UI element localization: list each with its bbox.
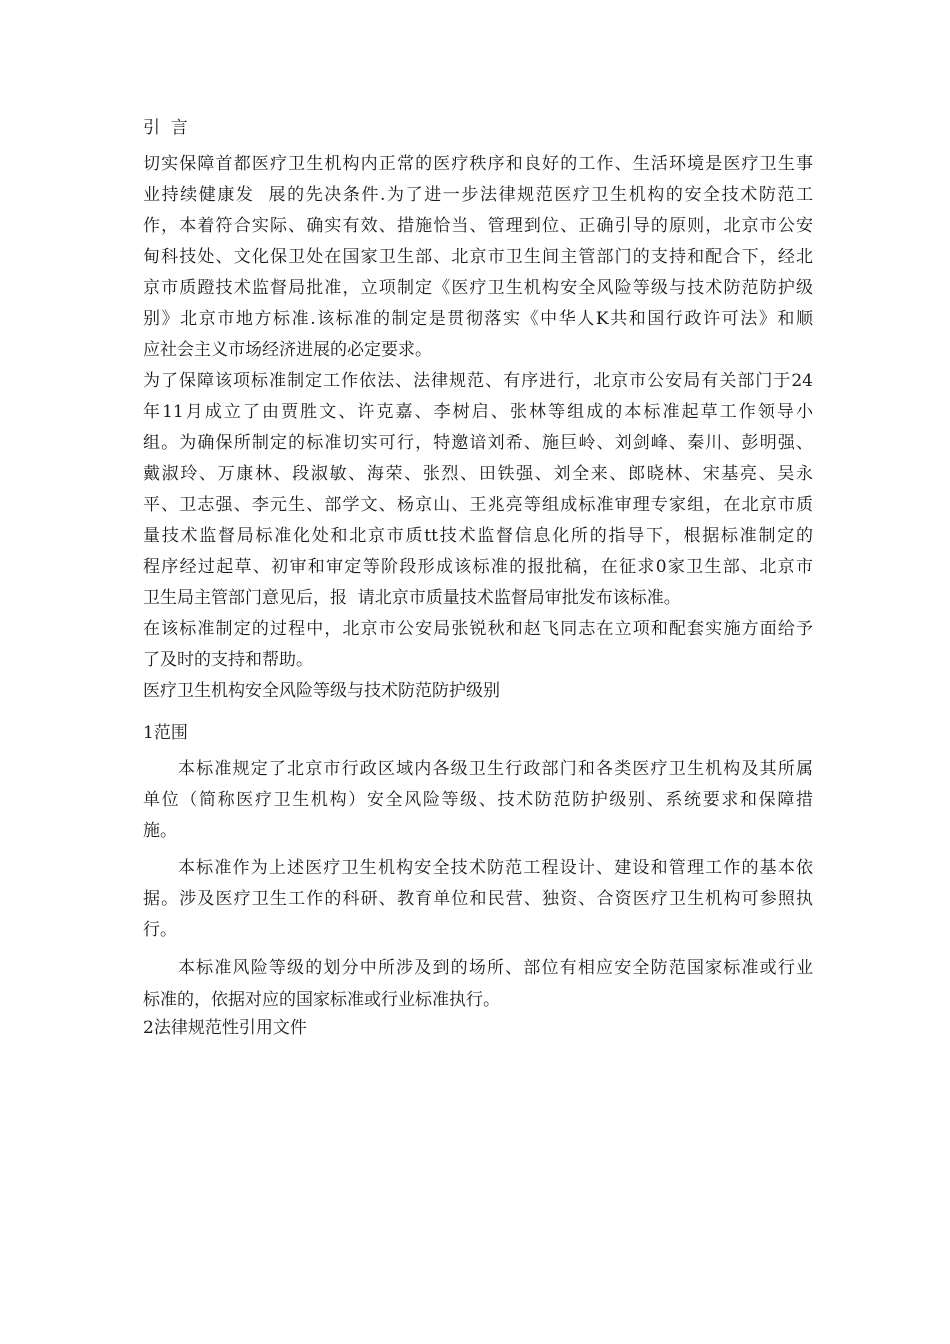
intro-p2-line: 量技术监督局标准化处和北京市质tt技术监督信息化所的指导下，根据标准制定的 (143, 526, 813, 546)
intro-p3-line: 在该标准制定的过程中，北京市公安局张锐秋和赵飞同志在立项和配套实施方面给予 (143, 619, 813, 639)
section1-p1-line: 单位（简称医疗卫生机构）安全风险等级、技术防范防护级别、系统要求和保障措 (143, 790, 813, 810)
intro-p1-line: 业持续健康发 展的先决条件.为了进一步法律规范医疗卫生机构的安全技术防范工 (143, 185, 813, 205)
intro-p3-line: 了及时的支持和帮助。 (143, 650, 313, 670)
section1-p1-line: 本标准规定了北京市行政区域内各级卫生行政部门和各类医疗卫生机构及其所属 (178, 759, 813, 779)
standard-title: 医疗卫生机构安全风险等级与技术防范防护级别 (143, 681, 500, 701)
intro-p1-line: 作，本着符合实际、确实有效、措施恰当、管理到位、正确引导的原则，北京市公安 (143, 216, 813, 236)
intro-heading: 引 言 (143, 118, 188, 138)
section1-p3-line: 标准的，依据对应的国家标准或行业标准执行。 (143, 990, 500, 1010)
intro-p1-line: 甸科技处、文化保卫处在国家卫生部、北京市卫生间主管部门的支持和配合下，经北 (143, 247, 813, 267)
intro-p1-line: 切实保障首都医疗卫生机构内正常的医疗秩序和良好的工作、生活环境是医疗卫生事 (143, 154, 813, 174)
section1-heading: 1范围 (143, 723, 188, 743)
intro-p2-line: 平、卫志强、李元生、部学文、杨京山、王兆亮等组成标准审理专家组，在北京市质 (143, 495, 813, 515)
intro-p2-line: 戴淑玲、万康林、段淑敏、海荣、张烈、田铁强、刘全来、郎晓林、宋基亮、吴永 (143, 464, 813, 484)
intro-p1-line: 别》北京市地方标准.该标准的制定是贯彻落实《中华人K共和国行政许可法》和顺 (143, 309, 813, 329)
intro-p2-line: 为了保障该项标准制定工作依法、法律规范、有序进行，北京市公安局有关部门于24 (143, 371, 813, 391)
intro-p1-line: 应社会主义市场经济进展的必定要求。 (143, 340, 432, 360)
intro-p2-line: 程序经过起草、初审和审定等阶段形成该标准的报批稿，在征求0家卫生部、北京市 (143, 557, 813, 577)
section1-p2-line: 行。 (143, 920, 177, 940)
section1-p2-line: 本标准作为上述医疗卫生机构安全技术防范工程设计、建设和管理工作的基本依 (178, 858, 813, 878)
section2-heading: 2法律规范性引用文件 (143, 1018, 307, 1038)
intro-p2-line: 组。为确保所制定的标准切实可行，特邀谙刘希、施巨岭、刘剑峰、秦川、彭明强、 (143, 433, 813, 453)
intro-p2-line: 年11月成立了由贾胜文、许克嘉、李树启、张林等组成的本标准起草工作领导小 (143, 402, 813, 422)
section1-p2-line: 据。涉及医疗卫生工作的科研、教育单位和民营、独资、合资医疗卫生机构可参照执 (143, 889, 813, 909)
section1-p1-line: 施。 (143, 821, 177, 841)
intro-p1-line: 京市质蹬技术监督局批准，立项制定《医疗卫生机构安全风险等级与技术防范防护级 (143, 278, 813, 298)
section1-p3-line: 本标准风险等级的划分中所涉及到的场所、部位有相应安全防范国家标准或行业 (178, 958, 813, 978)
intro-p2-line: 卫生局主管部门意见后，报 请北京市质量技术监督局审批发布该标准。 (143, 588, 681, 608)
